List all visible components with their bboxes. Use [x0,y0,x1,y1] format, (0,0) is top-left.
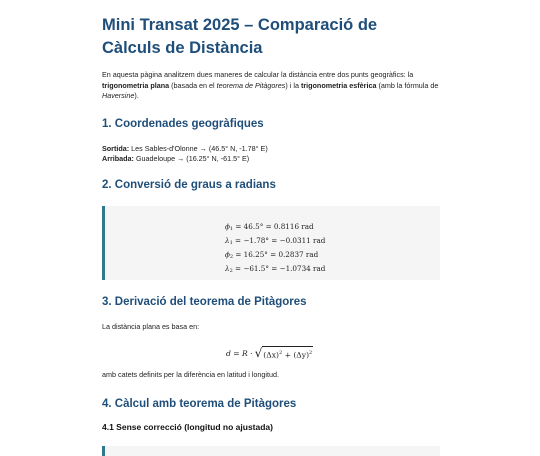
sqrt-body [262,346,313,361]
intro-italic-haversine: Haversine [102,91,135,100]
math-equation: = −1.78° = −0.0311 rad [232,235,326,245]
intro-paragraph [102,70,440,102]
intro-bold-plana: trigonometria plana [102,80,170,90]
math-equation: = −61.5° = −1.0734 rad [232,263,326,273]
conversion-math-box [102,206,440,280]
section-heading-pythagoras: 3. Derivació del teorema de Pitàgores [102,295,307,308]
math-equation: = 46.5° = 0.8116 rad [233,221,314,231]
conversion-line-lambda2 [225,263,325,277]
pythagoras-intro-text: La distància plana es basa en: [102,321,200,331]
intro-text: En aquesta pàgina analitzem dues maneres de calcular la distància entre dos punts geogràfics: la [102,70,414,79]
formula-lhs: d = R · [226,348,253,358]
sqrt-expression [255,346,314,361]
conversion-line-lambda1 [225,235,325,249]
end-label: Arribada: [102,154,134,163]
intro-bold-esferica: trigonometria esfèrica [300,80,377,90]
formula-term-dx: (Δx) [263,350,279,360]
conversion-lines [225,221,325,277]
calculation-math-box [102,446,440,456]
subsection-heading-uncorrected: 4.1 Sense correcció (longitud no ajustada) [102,421,273,432]
coordinates-block [102,144,440,165]
conversion-line-phi2 [225,249,325,263]
math-equation: = 16.25° = 0.2837 rad [233,249,319,259]
formula-exponent: 2 [309,350,313,356]
intro-text: ) i la [285,80,301,90]
math-subscript: 2 [229,267,233,274]
sqrt-sign: √ [254,346,263,361]
end-value: Guadeloupe → (16.25° N, -61.5° E) [133,154,250,163]
section-heading-calculation: 4. Càlcul amb teorema de Pitàgores [102,397,297,410]
math-symbol: ϕ [225,249,230,259]
formula-term-dy: + (Δy) [282,350,310,360]
section-heading-coordinates: 1. Coordenades geogràfiques [102,117,264,130]
math-symbol: λ [225,263,230,273]
math-subscript: 1 [229,239,233,246]
start-value: Les Sables-d'Olonne → (46.5° N, -1.78° E) [129,143,268,153]
conversion-line-phi1 [225,221,325,235]
formula-exponent: 2 [278,350,283,356]
intro-text: ). [134,91,139,100]
math-symbol: λ [225,235,230,245]
section-heading-conversion: 2. Conversió de graus a radians [102,178,276,191]
intro-italic-pitagores: teorema de Pitàgores [216,80,286,90]
math-subscript: 1 [229,225,234,232]
page-title: Mini Transat 2025 – Comparació de Càlculs de Distància [102,16,378,57]
start-label: Sortida: [102,143,130,153]
distance-formula [102,346,440,362]
intro-text: (amb la fórmula de [376,80,439,90]
intro-text: (basada en el [169,80,217,90]
start-coordinate [102,144,440,155]
pythagoras-after-text: amb catets definits per la diferència en latitud i longitud. [102,370,279,379]
math-subscript: 2 [229,253,234,260]
end-coordinate [102,154,440,165]
math-symbol: ϕ [225,221,230,231]
formula-expression [226,346,313,361]
